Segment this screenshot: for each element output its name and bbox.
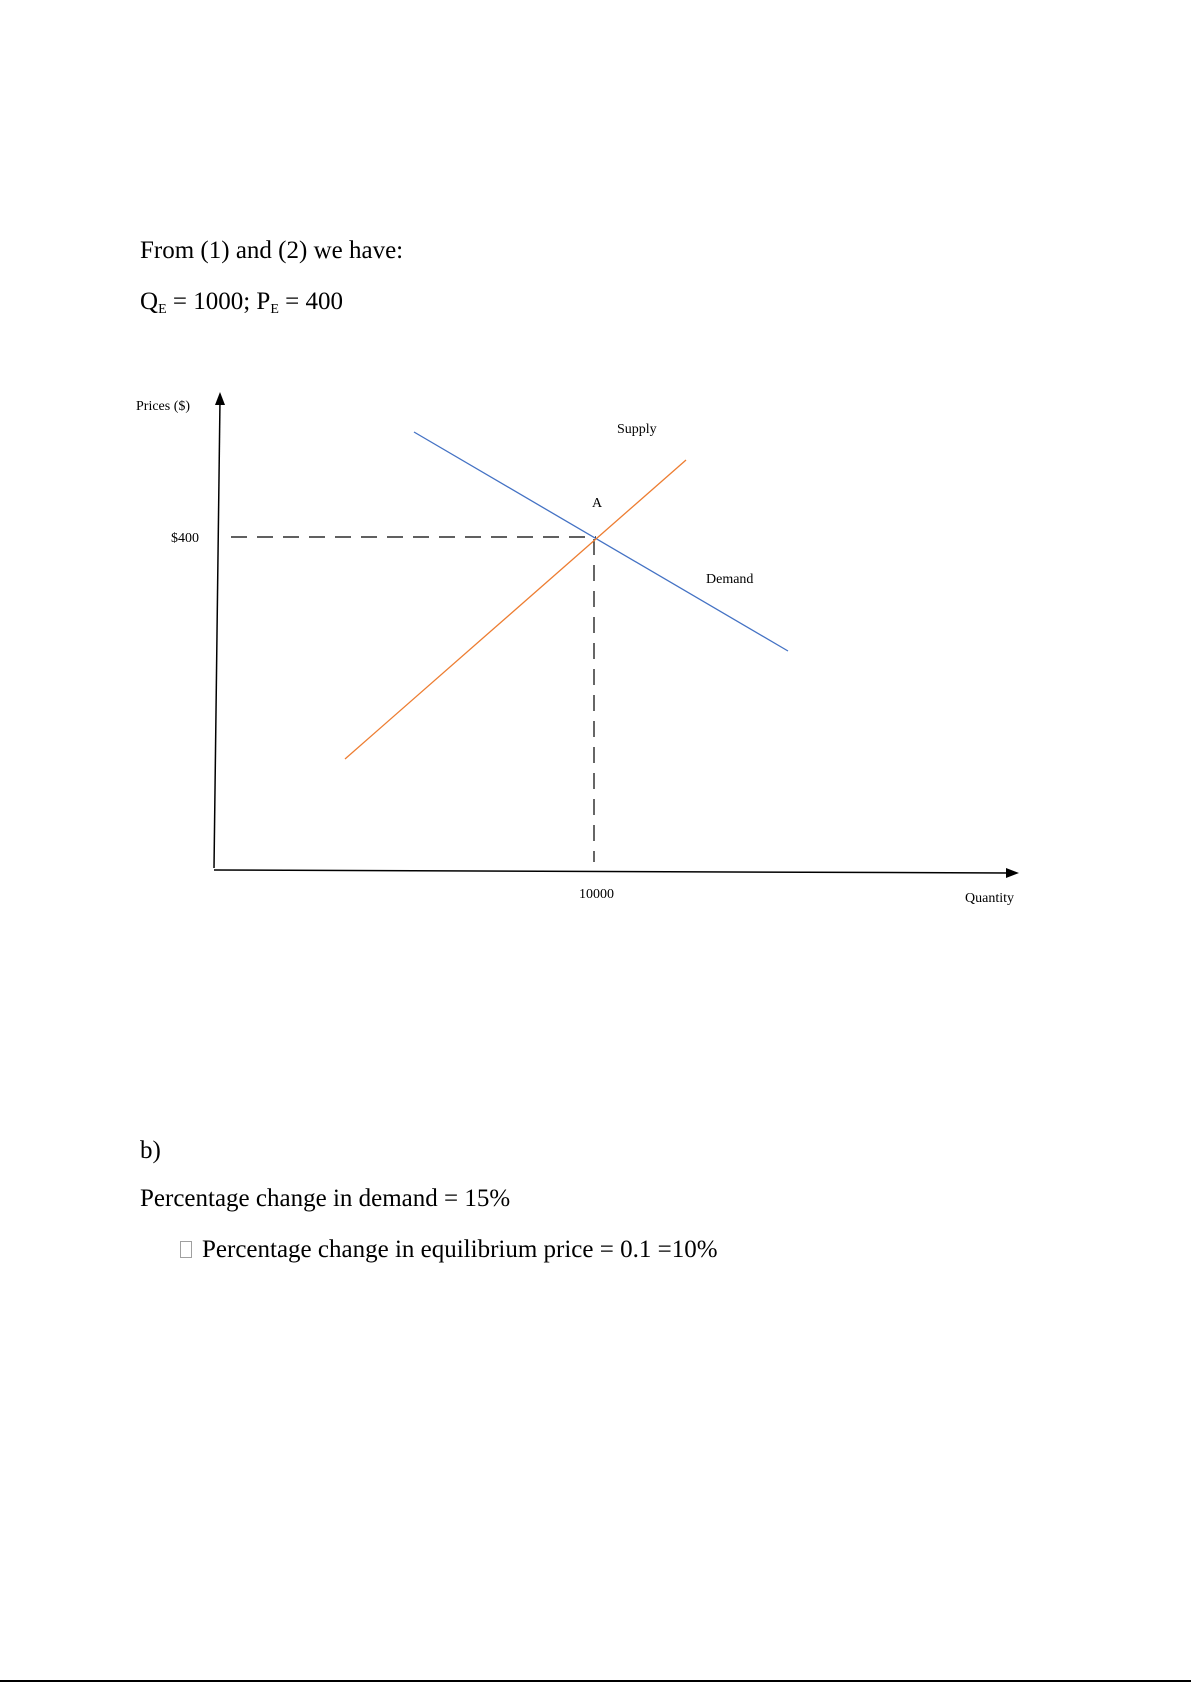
q-subscript: E [158, 302, 167, 317]
x-axis-arrow-icon [1006, 868, 1019, 878]
bottom-rule [0, 1680, 1191, 1682]
supply-label: Supply [617, 422, 657, 437]
y-axis-label: Prices ($) [136, 399, 191, 414]
p-subscript: E [270, 302, 279, 317]
demand-label: Demand [706, 572, 754, 587]
q-value: = 1000; [166, 288, 257, 315]
x-axis [214, 870, 1008, 873]
y-axis-arrow-icon [215, 392, 225, 405]
point-a-label: A [592, 496, 603, 511]
q-letter: Q [140, 288, 159, 315]
p-letter: P [256, 288, 271, 315]
price-change-text: Percentage change in equilibrium price = 0.1 =10% [202, 1236, 718, 1263]
bullet-box-icon [180, 1241, 192, 1258]
price-tick-label: $400 [171, 531, 199, 546]
part-label: b) [140, 1137, 161, 1164]
y-axis [214, 400, 220, 868]
quantity-tick-label: 10000 [579, 887, 614, 902]
p-value: = 400 [278, 288, 343, 315]
price-change-line [180, 1235, 718, 1265]
intro-line: From (1) and (2) we have: [140, 237, 404, 264]
supply-curve [345, 460, 686, 759]
x-axis-label: Quantity [965, 891, 1014, 906]
demand-change-line: Percentage change in demand = 15% [140, 1185, 511, 1212]
demand-curve [414, 432, 788, 651]
